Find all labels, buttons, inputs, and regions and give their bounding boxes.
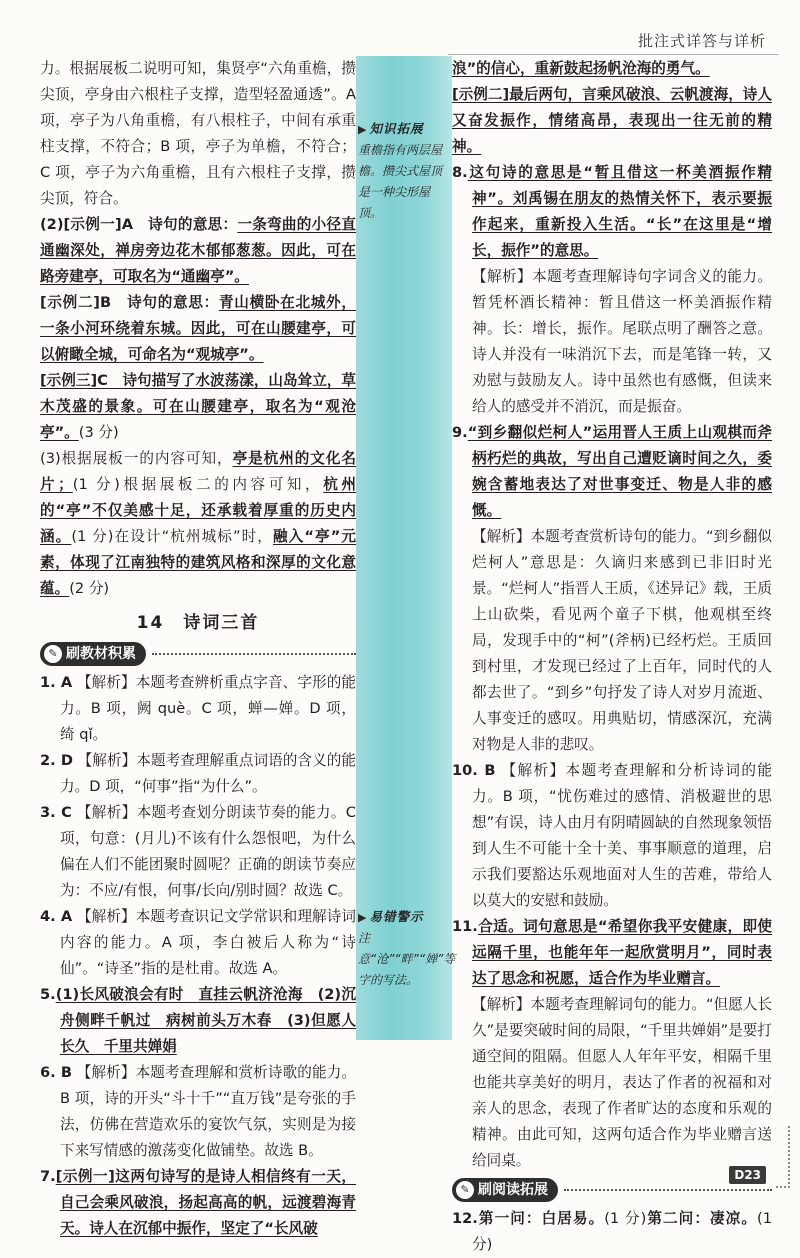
page-number: D23 — [729, 1166, 766, 1184]
answer-paragraph: (2)[示例一]A 诗句的意思：一条弯曲的小径直通幽深处，禅房旁边花木郁郁葱葱。因此，可在路旁建亭，可取名为“通幽亭”。 — [40, 216, 356, 285]
answer-item: 10. B 【解析】本题考查理解和分析诗词的能力。B 项，“忧伤难过的感情、消极避世的思想”有误，诗人由月有阴晴圆缺的自然现象领悟到人生不可能十全十美、事事顺意的道理，启示我们要豁达乐观地面对人生的苦难，带给人以莫大的安慰和鼓励。 — [452, 762, 772, 909]
arrow-icon: ▶ — [358, 911, 368, 924]
answer-paragraph: 浪”的信心，重新鼓起扬帆沧海的勇气。 — [452, 60, 710, 77]
lesson-title: 14 诗词三首 — [136, 613, 260, 633]
section-title: 刷阅读拓展 — [478, 1182, 548, 1198]
answer-item: 1. A 【解析】本题考查辨析重点字音、字形的能力。B 项，阙 què。C 项，蝉—婵。D 项，绮 qǐ。 — [40, 674, 357, 743]
answer-paragraph: [示例三]C 诗句描写了水波荡漾，山岛耸立，草木茂盛的景象。可在山腰建亭，取名为“观沧亭”。(3 分) — [40, 372, 356, 441]
left-column — [40, 56, 356, 1242]
answer-item: 2. D 【解析】本题考查理解重点词语的含义的能力。D 项，“何事”指“为什么”。 — [40, 752, 356, 795]
answer-item: 7.[示例一]这两句诗写的是诗人相信终有一天，自己会乘风破浪，扬起高高的帆，远渡碧海青天。诗人在沉郁中振作，坚定了“长风破 — [40, 1168, 356, 1237]
answer-paragraph: [示例二]最后两句，言乘风破浪、云帆渡海，诗人又奋发振作，情绪高昂，表现出一往无前的精神。 — [452, 86, 772, 155]
answer-item: 5.(1)长风破浪会有时 直挂云帆济沧海 (2)沉舟侧畔千帆过 病树前头万木春 (3)但愿人长久 千里共婵娟 — [40, 986, 356, 1055]
answer-item: 6. B 【解析】本题考查理解和赏析诗歌的能力。B 项，诗的开头“斗十千”“直万钱”是夸张的手法，仿佛在营造欢乐的宴饮气氛，实则是为接下来写情感的激荡变化做铺垫。故选 B。 — [40, 1064, 356, 1159]
right-column — [452, 56, 772, 1258]
note-warning-body: 注意“沧”“畔”“婵”等字的写法。 — [358, 931, 456, 987]
analysis-paragraph: 【解析】本题考查理解词句的能力。“但愿人长久”是要突破时间的局限，“千里共婵娟”是要打通空间的阻隔。但愿人人年年平安，相隔千里也能共享美好的明月，表达了作者的祝福和对亲人的思念，表现了作者旷达的态度和乐观的精神。由此可知，这两句适合作为毕业赠言送给同桌。 — [472, 996, 772, 1169]
section-title: 刷教材积累 — [66, 646, 136, 662]
page-corner-decoration — [776, 1126, 790, 1188]
note-warning — [358, 906, 456, 991]
answer-item: 11.合适。词句意思是“希望你我平安健康，即使远隔千里，也能年年一起欣赏明月”，同时表达了思念和祝愿，适合作为毕业赠言。 — [452, 918, 772, 987]
note-knowledge-title: 知识拓展 — [369, 121, 424, 136]
note-warning-title: 易错警示 — [369, 909, 424, 924]
page-header-title: 批注式详答与详析 — [637, 32, 766, 50]
section-header — [452, 1178, 772, 1202]
answer-paragraph: (3)根据展板一的内容可知，亭是杭州的文化名片；(1 分)根据展板二的内容可知，杭州的“亭”不仅美感十足，还承载着厚重的历史内涵。(1 分)在设计“杭州城标”时，融入“亭”元素，体现了江南独特的建筑风格和深厚的文化意蕴。(2 分) — [40, 450, 357, 597]
book-icon: ✎ — [44, 645, 62, 663]
answer-paragraph: 力。根据展板二说明可知，集贤亭“六角重檐，攒尖顶，亭身由六根柱子支撑，造型轻盈通透”。A 项，亭子为八角重檐，有八根柱子，中间有承重柱支撑，不符合；B 项，亭子为单檐，不符合；C 项，亭子为六角重檐，且有六根柱子支撑，攒尖顶，符合。 — [40, 60, 356, 207]
analysis-paragraph: 【解析】本题考查赏析诗句的能力。“到乡翻似烂柯人”意思是：久谪归来感到已非旧时光景。“烂柯人”指晋人王质，《述异记》载，王质上山砍柴，看见两个童子下棋，他观棋至终局，发现手中的“柯”(斧柄)已经朽烂。王质回到村里，才发现已经过了上百年，同时代的人都去世了。“到乡”句抒发了诗人对岁月流逝、人事变迁的感叹。用典贴切，情感深沉，充满对物是人非的悲叹。 — [472, 528, 772, 753]
answer-item: 8.这句诗的意思是“暂且借这一杯美酒振作精神”。刘禹锡在朋友的热情关怀下，表示要振作起来，重新投入生活。“长”在这里是“增长，振作”的意思。 — [452, 164, 772, 259]
answer-paragraph: [示例二]B 诗句的意思：青山横卧在北城外，一条小河环绕着东城。因此，可在山腰建亭，可以俯瞰全城，可命名为“观城亭”。 — [40, 294, 356, 363]
analysis-paragraph: 【解析】本题考查理解诗句字词含义的能力。暂凭杯酒长精神：暂且借这一杯美酒振作精神。长：增长，振作。尾联点明了酬答之意。诗人并没有一味消沉下去，而是笔锋一转，又劝慰与鼓励友人。诗中虽然也有感慨，但读来给人的感受并不消沉，而是振奋。 — [472, 268, 772, 415]
answer-item: 3. C 【解析】本题考查划分朗读节奏的能力。C 项，句意：(月儿)不该有什么怨恨吧，为什么偏在人们不能团聚时圆呢？正确的朗读节奏应为：不应/有恨，何事/长向/别时圆？故选 C。 — [40, 804, 356, 899]
book-icon: ✎ — [456, 1181, 474, 1199]
header-rule — [448, 54, 778, 55]
note-knowledge-body: 重檐指有两层屋檐。攒尖式屋顶是一种尖形屋顶。 — [358, 143, 443, 220]
answer-item: 9.“到乡翻似烂柯人”运用晋人王质上山观棋而斧柄朽烂的典故，写出自己遭贬谪时间之久，委婉含蓄地表达了对世事变迁、物是人非的感慨。 — [452, 424, 772, 519]
answer-item: 4. A 【解析】本题考查识记文学常识和理解诗词内容的能力。A 项，李白被后人称为“诗仙”。“诗圣”指的是杜甫。故选 A。 — [40, 908, 357, 977]
note-knowledge — [358, 118, 448, 224]
answer-item: 12.第一问：白居易。(1 分)第二问：凄凉。(1 分) — [452, 1210, 772, 1253]
section-header — [40, 642, 356, 666]
arrow-icon: ▶ — [358, 123, 368, 136]
